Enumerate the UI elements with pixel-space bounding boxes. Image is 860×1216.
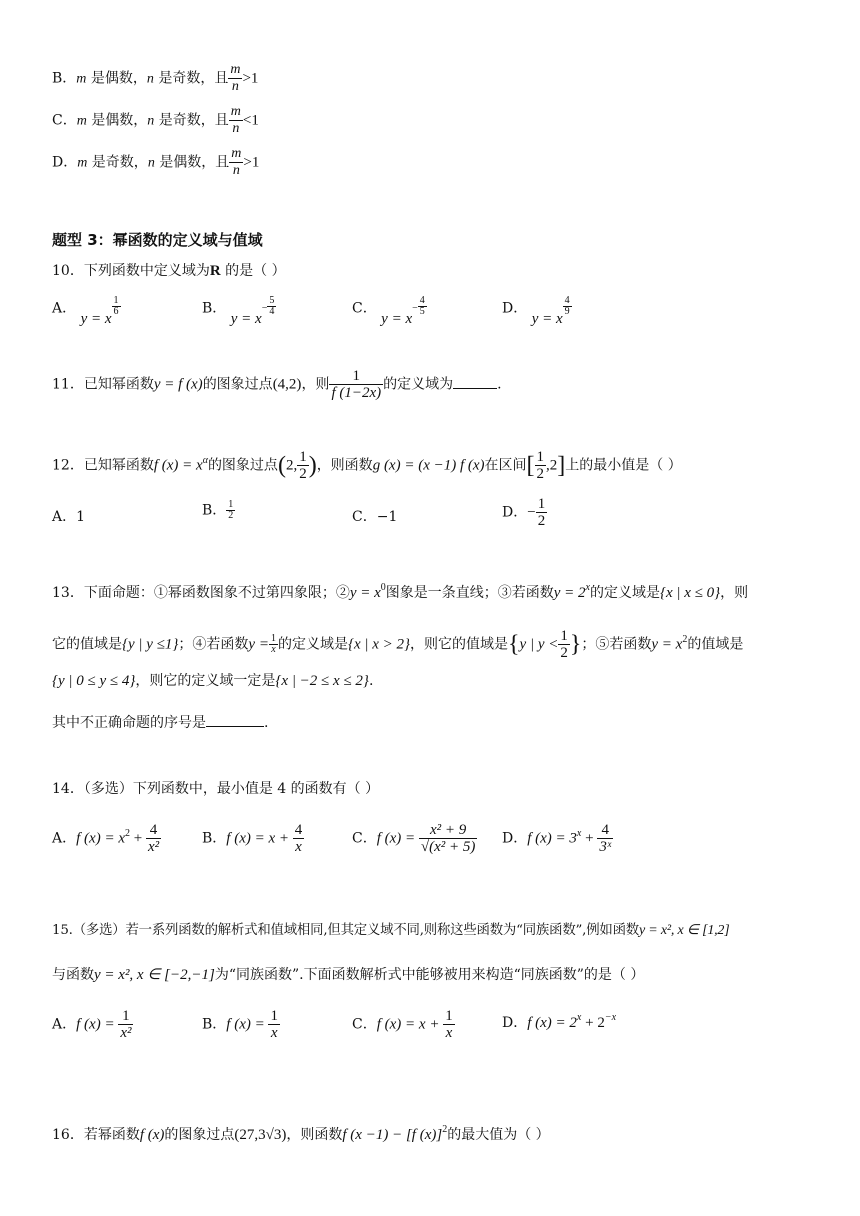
text: ，则 — [720, 585, 749, 601]
brace: { — [508, 631, 520, 658]
relation: <1 — [242, 112, 259, 129]
formula: f (x) = — [376, 830, 419, 847]
text: 是偶数， — [86, 70, 147, 87]
numerator: 4 — [294, 822, 303, 838]
relation: >1 — [242, 70, 259, 87]
set: y | y < — [519, 636, 559, 653]
denominator: f (1−2x) — [331, 385, 382, 401]
q10-stem — [52, 262, 286, 280]
var-m: m — [76, 71, 87, 87]
formula: f (x −1) − [f (x)] — [342, 1127, 443, 1143]
formula: y = x², x ∈ [1,2] — [638, 923, 730, 938]
real-set: R — [209, 263, 221, 279]
numerator: 4 — [597, 822, 613, 839]
text: 的值域是 — [687, 636, 744, 653]
text: 11．已知幂函数 — [52, 376, 154, 393]
var-m: m — [76, 113, 87, 129]
denominator: x² — [147, 839, 160, 855]
set: {x | x ≤ 0} — [660, 585, 721, 601]
fraction — [597, 822, 613, 855]
paren: ( — [277, 452, 286, 479]
text: 其中不正确命题的序号是 — [52, 715, 206, 731]
option-label: B． — [202, 830, 227, 847]
q9-option-d — [52, 146, 259, 179]
formula: y = x — [230, 310, 262, 327]
fraction — [269, 634, 278, 655]
exponent — [418, 296, 427, 317]
formula: g (x) = (x −1) f (x) — [372, 457, 485, 474]
denominator: x — [271, 644, 276, 655]
text: 的定义域为 — [383, 376, 454, 393]
numerator: 1 — [270, 633, 276, 644]
fraction — [268, 1008, 280, 1041]
exponent — [563, 296, 572, 317]
text: 为“同族函数”.下面函数解析式中能够被用来构造“同族函数”的是（ ） — [214, 967, 645, 983]
brace: } — [569, 631, 582, 658]
sign: − — [527, 504, 536, 521]
sign: − — [261, 302, 268, 314]
text: 上的最小值是（ ） — [565, 457, 682, 474]
section-title: 题型 3：幂函数的定义域与值域 — [52, 231, 263, 249]
numerator: 1 — [113, 295, 119, 306]
exponent: −x — [604, 1012, 617, 1023]
formula: y = x — [531, 310, 563, 327]
bracket: [ — [526, 452, 535, 479]
text: 它的值域是 — [52, 636, 122, 653]
exponent: 2 — [124, 827, 130, 839]
formula: f (x) = x — [76, 830, 125, 847]
numerator: 4 — [564, 295, 570, 306]
set: {x | −2 ≤ x ≤ 2} — [275, 673, 369, 689]
option-label: B． — [202, 1016, 227, 1033]
q14-stem: 14．（多选）下列函数中，最小值是 4 的函数有（ ） — [52, 781, 380, 797]
numerator: 4 — [419, 295, 425, 306]
text: 的最大值为（ ） — [447, 1127, 550, 1143]
q9-option-b — [52, 62, 258, 95]
exponent — [267, 296, 276, 317]
text: 16．若幂函数 — [52, 1127, 140, 1143]
numerator: x² + 9 — [419, 822, 478, 839]
fraction — [536, 496, 548, 529]
denominator: n — [232, 163, 240, 178]
option-label: D． — [502, 300, 528, 317]
text: 的图象过点 — [164, 1127, 235, 1143]
var-n: n — [146, 71, 154, 87]
text: 图象是一条直线；③若函数 — [385, 585, 554, 601]
formula: y = x — [651, 636, 683, 653]
text: 是奇数，且 — [153, 70, 229, 87]
q15-option-c — [352, 1008, 455, 1041]
numerator: 4 — [146, 822, 161, 839]
denominator: 3ˣ — [599, 839, 612, 855]
text: ，则 — [301, 376, 330, 393]
option-label: C． — [52, 112, 77, 129]
var-n: n — [147, 155, 155, 171]
formula: f (x) — [139, 1127, 165, 1143]
text: ；④若函数 — [178, 636, 249, 653]
answer-blank — [453, 388, 497, 389]
denominator: x — [445, 1025, 453, 1041]
formula: f (x) = x + — [226, 830, 293, 847]
exponent: 2 — [682, 633, 688, 645]
text: ，则函数 — [286, 1127, 343, 1143]
q13-line-2 — [52, 628, 743, 661]
numerator: 5 — [269, 295, 275, 306]
formula: y = f (x) — [153, 376, 203, 393]
fraction — [293, 822, 305, 855]
q16 — [52, 1126, 550, 1146]
text: 是奇数， — [87, 154, 148, 171]
text: 在区间 — [484, 457, 527, 474]
q12-option-b — [202, 500, 235, 521]
q14-option-a — [52, 822, 161, 855]
fraction — [146, 822, 161, 855]
q12-option-d — [502, 496, 547, 529]
text: 的图象过点 — [207, 457, 278, 474]
fraction — [558, 628, 570, 661]
answer-blank — [206, 726, 264, 727]
formula: f (x) = — [76, 1016, 119, 1033]
option-label: C． — [352, 300, 377, 317]
text: . — [264, 715, 269, 731]
q11 — [52, 368, 502, 401]
denominator: 5 — [419, 306, 425, 317]
text: 是偶数， — [86, 112, 148, 129]
numerator: m — [230, 104, 241, 119]
text: 12．已知幂函数 — [52, 457, 154, 474]
denominator: 6 — [113, 306, 119, 317]
numerator: 1 — [118, 1008, 133, 1025]
option-label: A． — [52, 830, 77, 847]
option-label: A． — [52, 1016, 77, 1033]
text: ，则它的值域是 — [410, 636, 509, 653]
numerator: 1 — [329, 368, 383, 385]
fraction — [228, 62, 242, 95]
formula: f (x) = x — [153, 457, 203, 474]
plus: + — [129, 830, 146, 847]
numerator: 1 — [560, 628, 568, 644]
option-label: D． — [502, 830, 528, 847]
formula: f (x) = 3 — [527, 830, 577, 847]
text: 的定义域是 — [277, 636, 348, 653]
option-label: B． — [202, 502, 227, 519]
plus: + — [581, 830, 598, 847]
q12-option-a: A．1 — [52, 509, 86, 525]
option-label: D． — [502, 1015, 528, 1031]
text: 与函数 — [52, 967, 94, 983]
fraction — [229, 146, 243, 179]
q12-option-c: C．−1 — [352, 509, 398, 525]
q10-option-c — [352, 295, 427, 327]
q13-line-3 — [52, 672, 373, 690]
point: 2, — [285, 457, 298, 474]
q10-option-a — [52, 295, 121, 327]
denominator: 2 — [537, 513, 546, 529]
denominator: 2 — [536, 466, 545, 482]
text: . — [368, 673, 374, 689]
q15-option-b — [202, 1008, 280, 1041]
set: {y | y ≤1} — [122, 636, 179, 653]
fraction — [535, 449, 547, 482]
denominator: x — [270, 1025, 278, 1041]
option-label: B． — [52, 70, 77, 87]
exponent: x — [585, 582, 590, 593]
text: 是偶数，且 — [154, 154, 230, 171]
fraction — [329, 368, 383, 401]
q10-option-b — [202, 295, 276, 327]
denominator: 2 — [560, 645, 568, 661]
point: (27,3√3) — [234, 1127, 287, 1143]
q15-line-2 — [52, 966, 644, 984]
exponent: 2 — [442, 1124, 448, 1135]
denominator: n — [231, 79, 239, 94]
relation: >1 — [243, 154, 260, 171]
q14-option-c — [352, 822, 477, 855]
exponent: x — [576, 1012, 582, 1023]
formula: f (x) = x + — [376, 1016, 444, 1033]
text: 的图象过点 — [202, 376, 273, 393]
exponent: α — [202, 454, 208, 466]
formula: y = x — [381, 310, 413, 327]
formula: + 2 — [581, 1015, 605, 1031]
set: {y | 0 ≤ y ≤ 4} — [52, 673, 136, 689]
exponent: 0 — [380, 582, 386, 593]
bracket: ] — [557, 452, 566, 479]
text: 的定义域是 — [590, 585, 660, 601]
text: . — [497, 376, 502, 393]
q13-line-4 — [52, 714, 268, 732]
numerator: 1 — [537, 496, 546, 512]
exponent: x — [576, 827, 582, 839]
text: 15.（多选）若一系列函数的解析式和值域相同,但其定义域不同,则称这些函数为“同族函数”,例如函数 — [52, 923, 639, 938]
var-n: n — [147, 113, 155, 129]
denominator: √(x² + 5) — [420, 839, 476, 855]
fraction — [419, 822, 478, 855]
formula: y = — [248, 636, 269, 653]
text: 10．下列函数中定义域为 — [52, 263, 210, 279]
denominator: 2 — [299, 466, 307, 482]
text: 13．下面命题：①幂函数图象不过第四象限；② — [52, 585, 350, 601]
q13-line-1 — [52, 584, 748, 604]
formula: y = x², x ∈ [−2,−1] — [94, 967, 215, 983]
numerator: m — [231, 146, 242, 161]
fraction — [226, 500, 235, 521]
text: 的是（ ） — [220, 263, 286, 279]
q15-line-1 — [52, 922, 729, 940]
formula: y = x — [349, 585, 381, 601]
numerator: 1 — [228, 499, 234, 510]
exponent — [112, 296, 121, 317]
point: (4,2) — [272, 376, 302, 393]
numerator: 1 — [445, 1008, 453, 1024]
option-label: A． — [52, 300, 77, 317]
option-label: C． — [352, 1016, 377, 1033]
text: 是奇数，且 — [154, 112, 229, 129]
q15-option-d — [502, 1014, 616, 1034]
q14-option-d — [502, 822, 613, 855]
numerator: 1 — [270, 1008, 278, 1024]
text: ，则它的定义域一定是 — [135, 673, 276, 689]
option-label: D． — [52, 154, 78, 171]
denominator: 9 — [564, 306, 570, 317]
set: {x | x > 2} — [347, 636, 411, 653]
denominator: n — [232, 121, 240, 136]
fraction — [118, 1008, 133, 1041]
numerator: 1 — [536, 449, 545, 465]
denominator: x — [295, 839, 302, 855]
text: ；⑤若函数 — [581, 636, 652, 653]
q15-option-a — [52, 1008, 133, 1041]
sign: − — [412, 302, 418, 314]
q12-stem — [52, 449, 682, 482]
denominator: 4 — [269, 306, 275, 317]
q9-option-c — [52, 104, 259, 137]
numerator: 1 — [299, 449, 307, 465]
interval-end: ,2 — [546, 457, 558, 474]
q10-option-d — [502, 295, 572, 327]
formula: y = 2 — [553, 585, 586, 601]
paren: ) — [308, 452, 317, 479]
denominator: x² — [120, 1025, 132, 1041]
option-label: C． — [352, 830, 377, 847]
var-m: m — [77, 155, 88, 171]
fraction — [297, 449, 309, 482]
option-label: D． — [502, 504, 528, 521]
option-label: B． — [202, 300, 227, 317]
denominator: 2 — [228, 510, 234, 521]
fraction — [443, 1008, 455, 1041]
formula: y = x — [80, 310, 112, 327]
fraction — [229, 104, 243, 137]
numerator: m — [230, 62, 241, 77]
formula: f (x) = 2 — [527, 1015, 577, 1031]
text: ，则函数 — [316, 457, 373, 474]
formula: f (x) = — [226, 1016, 269, 1033]
q14-option-b — [202, 822, 304, 855]
